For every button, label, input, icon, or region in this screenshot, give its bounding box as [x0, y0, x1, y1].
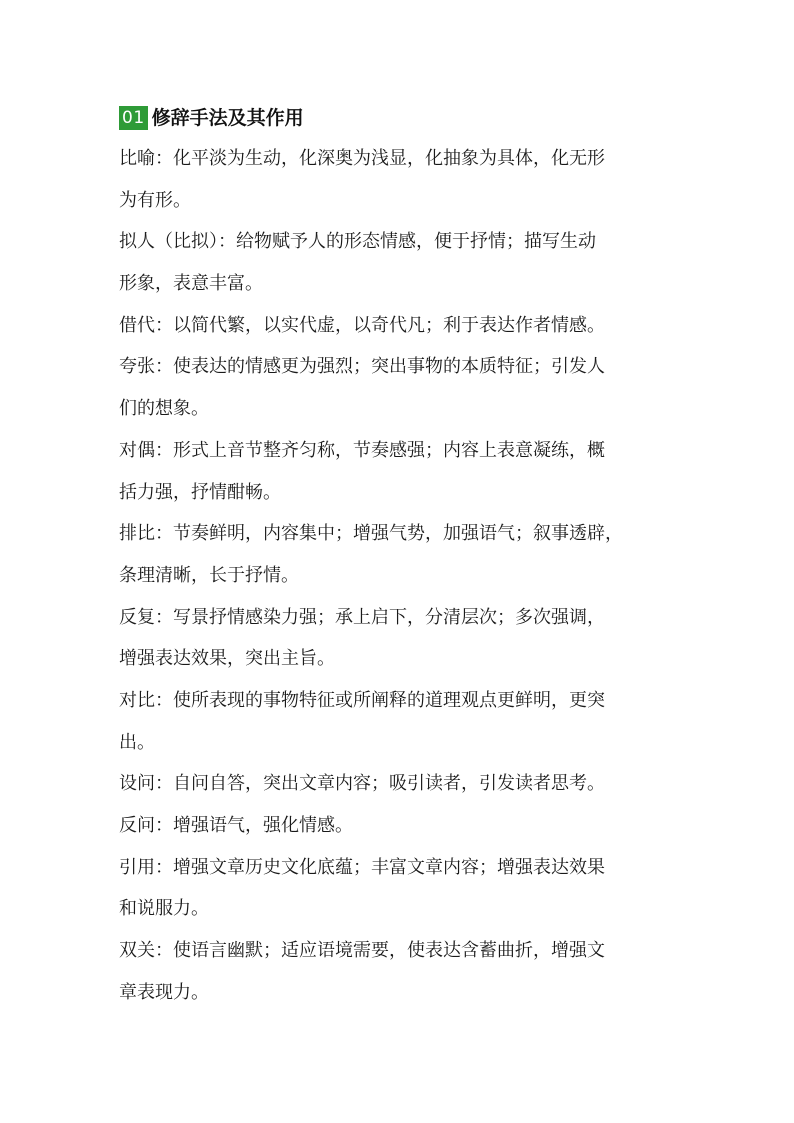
section-heading — [119, 104, 304, 132]
text-line: 对偶：形式上音节整齐匀称，节奏感强；内容上表意凝练，概 — [119, 439, 605, 461]
text-line: 反复：写景抒情感染力强；承上启下，分清层次；多次强调， — [119, 606, 605, 628]
text-line: 条理清晰，长于抒情。 — [119, 564, 299, 586]
text-line: 和说服力。 — [119, 898, 209, 920]
text-line: 为有形。 — [119, 189, 191, 211]
text-line: 们的想象。 — [119, 398, 209, 420]
section-title: 修辞手法及其作用 — [151, 107, 304, 129]
text-line: 夸张：使表达的情感更为强烈；突出事物的本质特征；引发人 — [119, 356, 605, 378]
text-line: 对比：使所表现的事物特征或所阐释的道理观点更鲜明，更突 — [119, 689, 605, 711]
text-line: 括力强，抒情酣畅。 — [119, 481, 281, 503]
section-number-badge: 01 — [119, 106, 148, 130]
text-line: 比喻：化平淡为生动，化深奥为浅显，化抽象为具体，化无形 — [119, 148, 605, 169]
text-line: 拟人（比拟）：给物赋予人的形态情感，便于抒情；描写生动 — [119, 231, 596, 253]
rhetoric-list — [119, 138, 699, 1013]
text-line: 形象，表意丰富。 — [119, 273, 263, 295]
text-line: 反问：增强语气，强化情感。 — [119, 815, 353, 836]
text-line: 引用：增强文章历史文化底蕴；丰富文章内容；增强表达效果 — [119, 856, 605, 878]
text-line: 章表现力。 — [119, 981, 209, 1003]
text-line: 双关：使语言幽默；适应语境需要，使表达含蓄曲折，增强文 — [119, 940, 605, 962]
text-line: 增强表达效果，突出主旨。 — [119, 648, 335, 670]
text-line: 排比：节奏鲜明，内容集中；增强气势，加强语气；叙事透辟， — [119, 523, 623, 545]
text-line: 借代：以简代繁，以实代虚，以奇代凡；利于表达作者情感。 — [119, 314, 605, 336]
text-line: 设问：自问自答，突出文章内容；吸引读者，引发读者思考。 — [119, 773, 605, 795]
text-line: 出。 — [119, 731, 155, 753]
